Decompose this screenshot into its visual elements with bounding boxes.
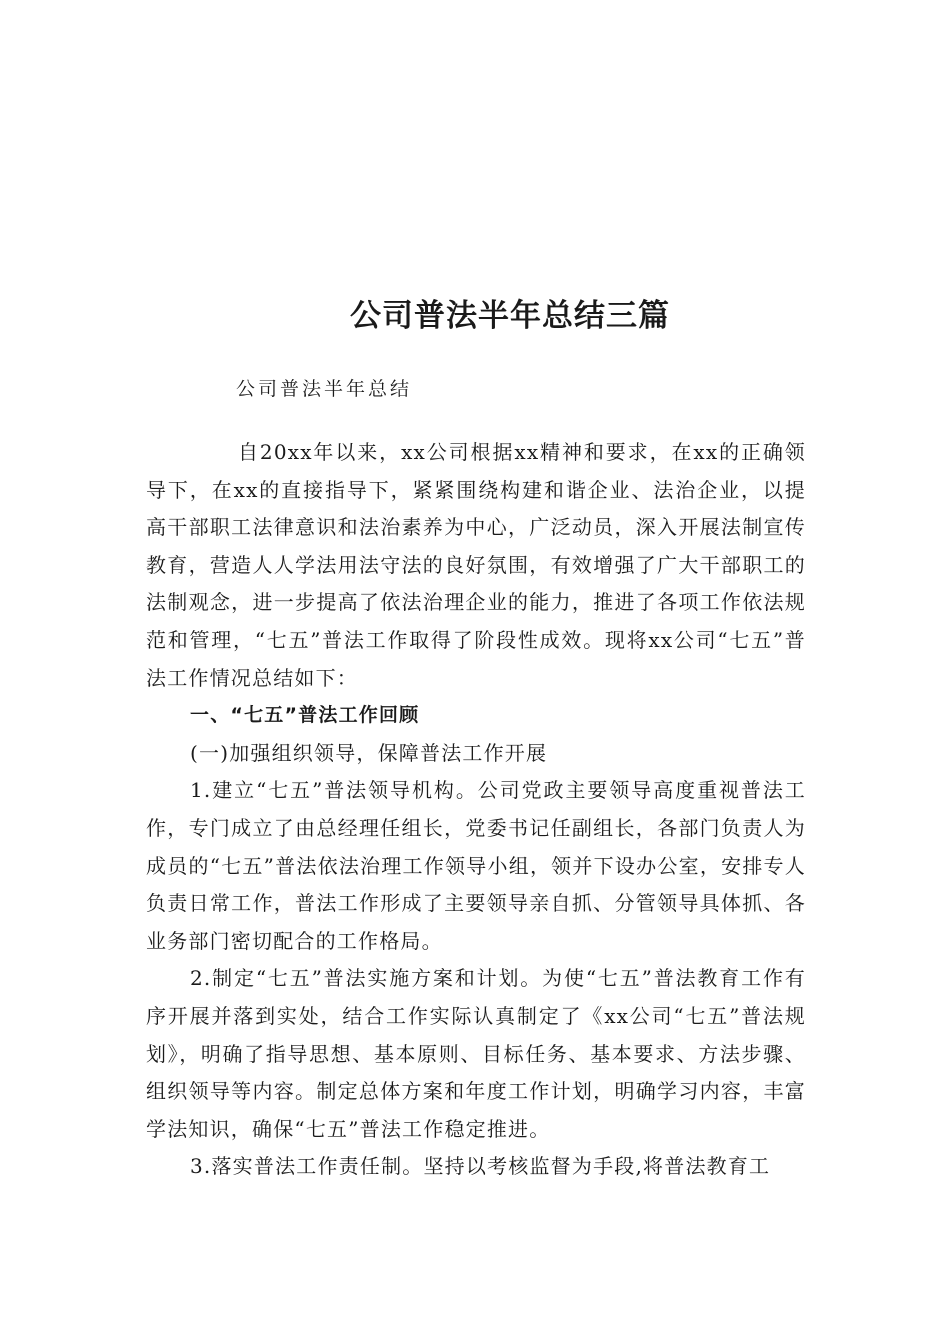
document-body [146, 434, 806, 1186]
subsection-heading: (一)加强组织领导，保障普法工作开展 [190, 740, 548, 765]
intro-paragraph: 自20xx年以来，xx公司根据xx精神和要求，在xx的正确领导下，在xx的直接指导下，紧紧围绕构建和谐企业、法治企业，以提高干部职工法律意识和法治素养为中心，广泛动员，深入开展法制宣传教育，营造人人学法用法守法的良好氛围，有效增强了广大干部职工的法制观念，进一步提高了依法治理企业的能力，推进了各项工作依法规范和管理，“七五”普法工作取得了阶段性成效。现将xx公司“七五”普法工作情况总结如下： [146, 440, 806, 690]
section-heading: 一、“七五”普法工作回顾 [190, 704, 420, 727]
document-subtitle: 公司普法半年总结 [236, 378, 413, 400]
document-title: 公司普法半年总结三篇 [350, 298, 670, 334]
paragraph-item-3: 3.落实普法工作责任制。坚持以考核监督为手段,将普法教育工 [190, 1154, 771, 1179]
paragraph-item-1: 1.建立“七五”普法领导机构。公司党政主要领导高度重视普法工作，专门成立了由总经理任组长，党委书记任副组长，各部门负责人为成员的“七五”普法依法治理工作领导小组，领并下设办公室，安排专人负责日常工作，普法工作形成了主要领导亲自抓、分管领导具体抓、各业务部门密切配合的工作格局。 [146, 778, 806, 953]
paragraph-item-2: 2.制定“七五”普法实施方案和计划。为使“七五”普法教育工作有序开展并落到实处，结合工作实际认真制定了《xx公司“七五”普法规划》，明确了指导思想、基本原则、目标任务、基本要求、方法步骤、组织领导等内容。制定总体方案和年度工作计划，明确学习内容，丰富学法知识，确保“七五”普法工作稳定推进。 [146, 966, 806, 1141]
